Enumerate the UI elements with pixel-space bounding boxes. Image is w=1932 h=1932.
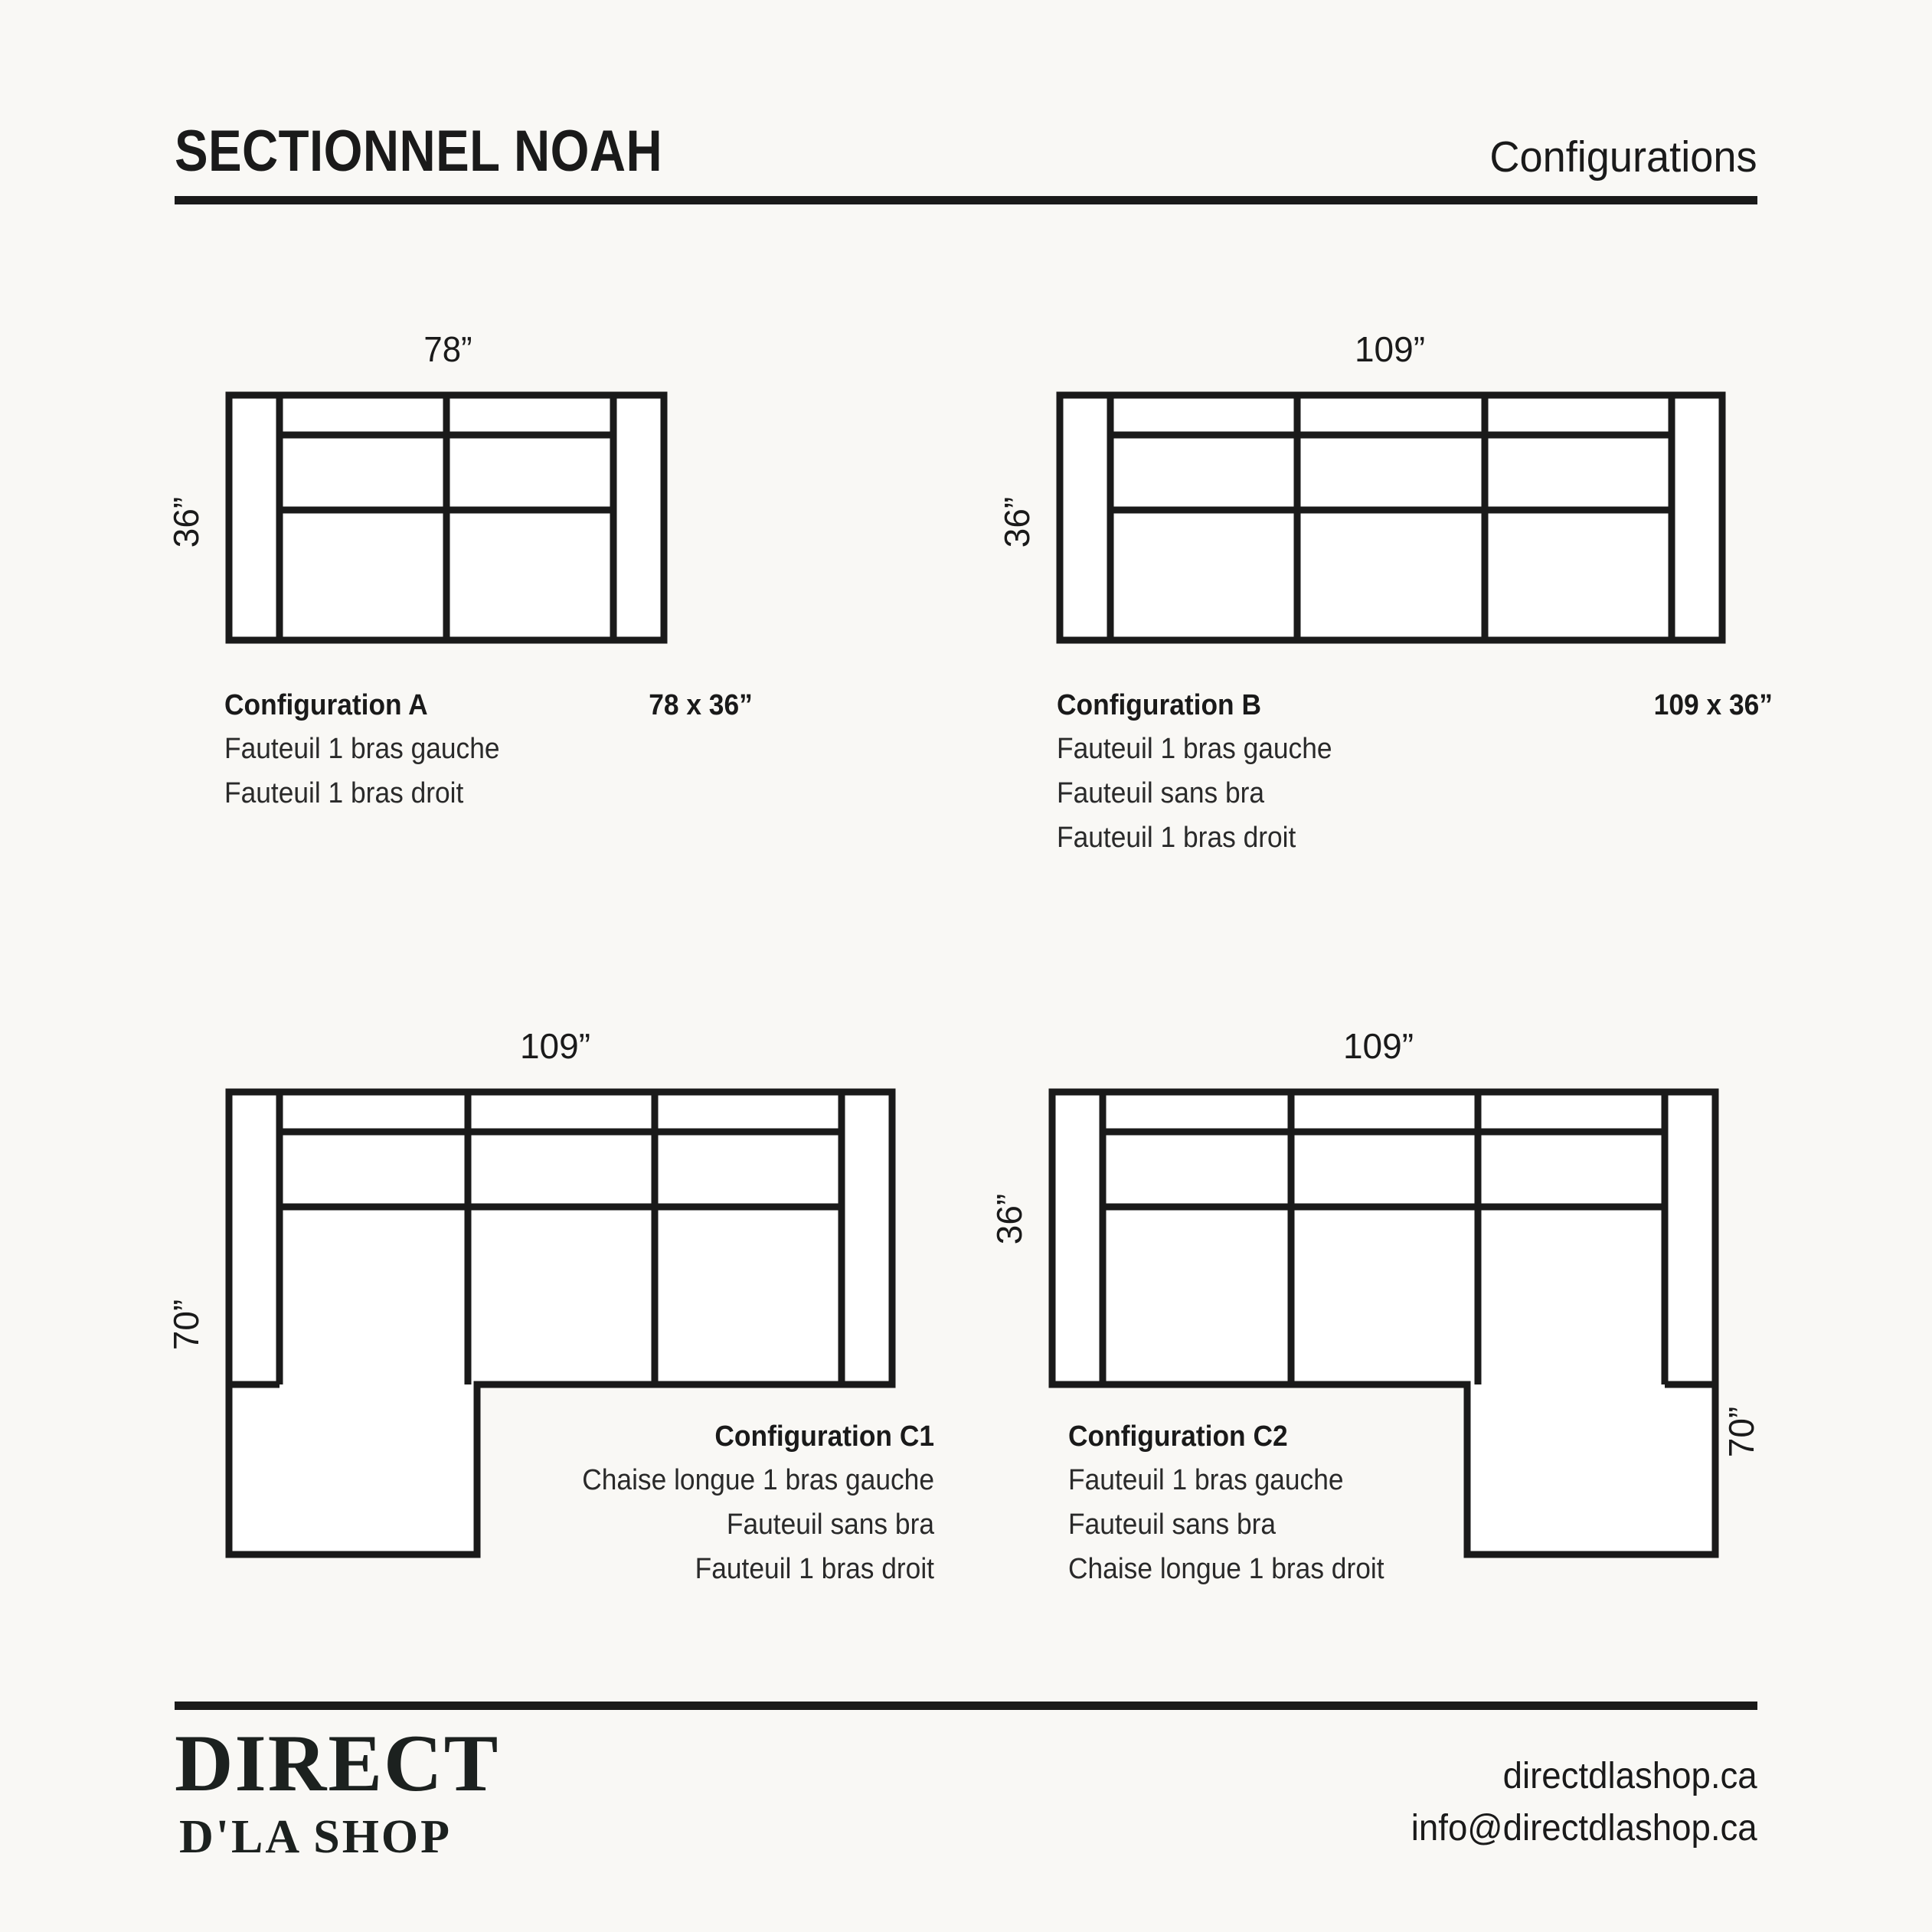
- configuration-a-drawing: [166, 322, 724, 674]
- logo-sub-text: D'LA SHOP: [179, 1811, 453, 1863]
- configuration-c1-caption: [398, 1415, 934, 1591]
- sofa-diagram-b: [997, 322, 1777, 674]
- config-b-dimensions: 109 x 36”: [1653, 689, 1773, 721]
- width-label-b: 109”: [1354, 329, 1426, 369]
- logo-main-text: DIRECT: [175, 1718, 500, 1808]
- email-link[interactable]: info@directdlashop.ca: [1411, 1808, 1757, 1849]
- caption-head-row-b: [1057, 684, 1773, 727]
- config-c1-piece-2: Fauteuil sans bra: [726, 1508, 934, 1541]
- config-b-piece-1: Fauteuil 1 bras gauche: [1057, 733, 1332, 765]
- config-c2-title: Configuration C2: [1068, 1420, 1288, 1453]
- config-a-dimensions: 78 x 36”: [649, 689, 753, 721]
- depth-label-2-c2: 70”: [1721, 1406, 1761, 1458]
- width-label-c1: 109”: [519, 1026, 591, 1066]
- contact-block: [1393, 1723, 1757, 1855]
- configuration-a-caption: [224, 684, 753, 816]
- config-c1-title: Configuration C1: [714, 1420, 934, 1453]
- page-title: SECTIONNEL NOAH: [175, 119, 663, 184]
- page-header: [175, 119, 1757, 204]
- config-c1-piece-1: Chaise longue 1 bras gauche: [582, 1464, 934, 1496]
- caption-head-row-a: [224, 684, 753, 727]
- website-link[interactable]: directdlashop.ca: [1502, 1756, 1757, 1796]
- footer-divider: [175, 1702, 1757, 1710]
- width-label-a: 78”: [423, 329, 472, 370]
- depth-label-c1: 70”: [166, 1299, 206, 1351]
- page-subtitle: Configurations: [1489, 132, 1757, 182]
- config-b-piece-3: Fauteuil 1 bras droit: [1057, 821, 1296, 854]
- configuration-b-drawing: [997, 322, 1777, 674]
- config-b-title: Configuration B: [1057, 689, 1261, 721]
- config-b-piece-2: Fauteuil sans bra: [1057, 776, 1265, 809]
- config-c2-piece-2: Fauteuil sans bra: [1068, 1508, 1277, 1541]
- sofa-diagram-a: [166, 322, 724, 674]
- brand-logo: [175, 1718, 500, 1863]
- depth-label-a: 36”: [166, 496, 206, 548]
- config-c1-piece-3: Fauteuil 1 bras droit: [695, 1552, 934, 1585]
- depth-label-c2: 36”: [989, 1193, 1029, 1245]
- config-a-title: Configuration A: [224, 689, 428, 721]
- configuration-c2-caption: [1068, 1415, 1604, 1591]
- config-c2-piece-1: Fauteuil 1 bras gauche: [1068, 1464, 1344, 1496]
- depth-label-b: 36”: [997, 496, 1037, 548]
- page-footer: [175, 1718, 1757, 1863]
- configuration-b-caption: [1057, 684, 1773, 860]
- config-c2-piece-3: Chaise longue 1 bras droit: [1068, 1552, 1384, 1585]
- width-label-c2: 109”: [1342, 1026, 1414, 1066]
- config-a-piece-2: Fauteuil 1 bras droit: [224, 776, 464, 809]
- config-a-piece-1: Fauteuil 1 bras gauche: [224, 733, 500, 765]
